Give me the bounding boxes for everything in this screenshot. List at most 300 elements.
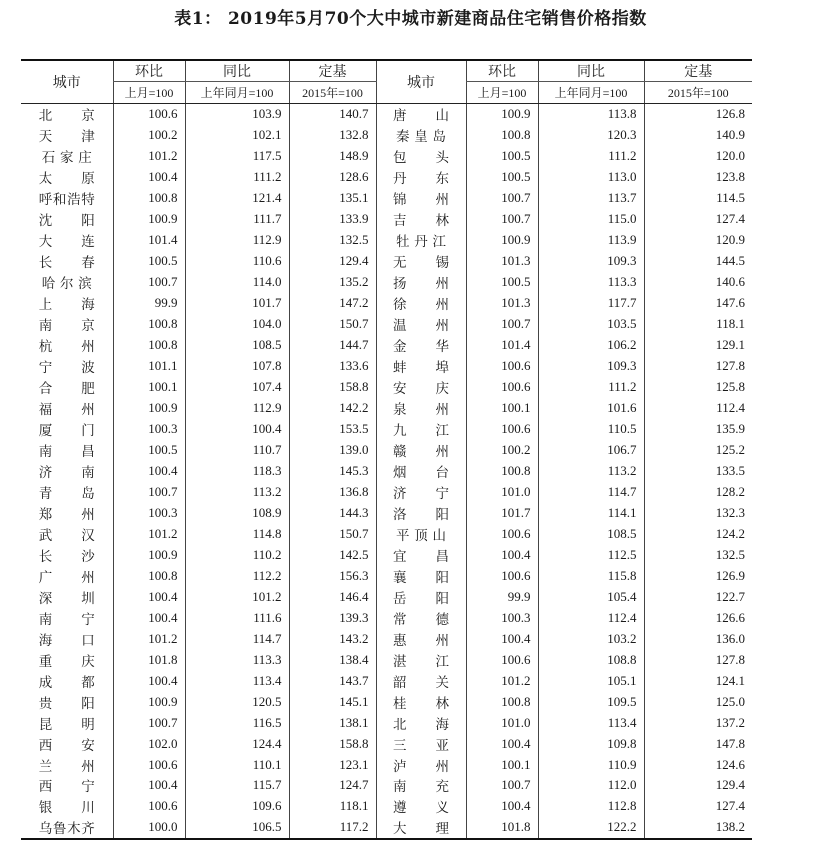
city-cell [21,754,113,775]
city-cell [376,356,466,377]
mom-value-cell: 100.7 [466,314,538,335]
city-cell [376,209,466,230]
city-cell [376,565,466,586]
table-row [21,502,752,523]
city-name: 西宁 [38,779,95,796]
city-cell [376,419,466,440]
base-value-cell: 148.9 [289,146,376,167]
yoy-value-cell: 112.2 [185,565,289,586]
city-cell [21,125,113,146]
base-value-cell: 143.7 [289,670,376,691]
city-name: 深圳 [38,590,95,607]
yoy-value-cell: 109.8 [538,733,644,754]
base-value-cell: 144.5 [644,251,752,272]
city-name: 吉林 [393,213,449,230]
yoy-value-cell: 108.5 [185,335,289,356]
table-row [21,125,752,146]
yoy-value-cell: 113.9 [538,230,644,251]
city-cell [21,523,113,544]
city-name: 韶关 [393,674,449,691]
base-value-cell: 136.0 [644,628,752,649]
base-value-cell: 139.3 [289,607,376,628]
city-name: 扬州 [393,276,449,293]
yoy-value-cell: 116.5 [185,712,289,733]
column-header-mom: 环比 [113,60,185,82]
column-subheader-base: 2015年=100 [289,82,376,104]
mom-value-cell: 100.7 [466,209,538,230]
table-row [21,104,752,125]
mom-value-cell: 100.8 [113,188,185,209]
city-cell [21,335,113,356]
city-name: 大连 [38,234,95,251]
city-name: 宁波 [38,360,95,377]
base-value-cell: 132.8 [289,125,376,146]
mom-value-cell: 100.2 [466,440,538,461]
yoy-value-cell: 110.9 [538,754,644,775]
city-cell [376,691,466,712]
base-value-cell: 137.2 [644,712,752,733]
mom-value-cell: 100.9 [466,230,538,251]
city-name: 丹东 [393,171,449,188]
yoy-value-cell: 103.5 [538,314,644,335]
city-cell [376,230,466,251]
base-value-cell: 139.0 [289,440,376,461]
table-row [21,335,752,356]
city-cell [21,586,113,607]
base-value-cell: 127.8 [644,356,752,377]
city-cell [21,817,113,839]
mom-value-cell: 100.6 [466,419,538,440]
column-subheader-yoy: 上年同月=100 [185,82,289,104]
base-value-cell: 135.1 [289,188,376,209]
yoy-value-cell: 108.9 [185,502,289,523]
table-row [21,188,752,209]
city-name: 海口 [38,632,95,649]
city-name: 宜昌 [393,548,449,565]
city-cell [21,691,113,712]
base-value-cell: 150.7 [289,314,376,335]
base-value-cell: 124.2 [644,523,752,544]
table-row [21,544,752,565]
city-name: 温州 [393,318,449,335]
city-name: 武汉 [38,527,95,544]
yoy-value-cell: 120.3 [538,125,644,146]
yoy-value-cell: 108.5 [538,523,644,544]
table-row [21,712,752,733]
city-cell [21,733,113,754]
city-name: 杭州 [38,339,95,356]
city-cell [376,146,466,167]
yoy-value-cell: 110.1 [185,754,289,775]
base-value-cell: 124.1 [644,670,752,691]
city-name: 贵阳 [38,695,95,712]
mom-value-cell: 100.7 [113,272,185,293]
base-value-cell: 133.9 [289,209,376,230]
table-row [21,314,752,335]
yoy-value-cell: 108.8 [538,649,644,670]
mom-value-cell: 101.2 [113,146,185,167]
city-name: 太原 [38,171,95,188]
table-row [21,796,752,817]
yoy-value-cell: 112.0 [538,775,644,796]
city-name: 昆明 [38,716,95,733]
city-name: 唐山 [393,108,449,125]
mom-value-cell: 100.6 [466,377,538,398]
column-header-city: 城市 [21,60,113,104]
city-cell [376,544,466,565]
yoy-value-cell: 118.3 [185,460,289,481]
city-name: 上海 [38,297,95,314]
city-cell [21,544,113,565]
base-value-cell: 147.6 [644,293,752,314]
table-row [21,440,752,461]
city-name: 重庆 [38,653,95,670]
mom-value-cell: 100.4 [466,628,538,649]
mom-value-cell: 100.8 [113,335,185,356]
header-row [21,60,752,82]
city-name: 包头 [393,150,449,167]
yoy-value-cell: 112.8 [538,796,644,817]
mom-value-cell: 100.5 [466,272,538,293]
table-row [21,607,752,628]
city-name: 襄阳 [393,569,449,586]
city-name: 成都 [38,674,95,691]
mom-value-cell: 100.6 [113,796,185,817]
city-name: 遵义 [393,800,449,817]
base-value-cell: 158.8 [289,733,376,754]
city-name: 北海 [393,716,449,733]
yoy-value-cell: 111.2 [185,167,289,188]
mom-value-cell: 100.9 [113,544,185,565]
city-cell [376,398,466,419]
mom-value-cell: 101.4 [466,335,538,356]
yoy-value-cell: 114.0 [185,272,289,293]
city-name: 南宁 [38,611,95,628]
mom-value-cell: 100.9 [113,209,185,230]
city-cell [376,502,466,523]
base-value-cell: 140.9 [644,125,752,146]
base-value-cell: 118.1 [644,314,752,335]
city-cell [376,377,466,398]
city-cell [376,314,466,335]
yoy-value-cell: 110.5 [538,419,644,440]
table-row [21,775,752,796]
city-cell [21,796,113,817]
mom-value-cell: 100.7 [466,775,538,796]
mom-value-cell: 100.6 [466,356,538,377]
yoy-value-cell: 112.9 [185,230,289,251]
city-cell [21,188,113,209]
city-name: 徐州 [393,297,449,314]
city-name: 长春 [38,255,95,272]
mom-value-cell: 100.8 [466,691,538,712]
yoy-value-cell: 114.7 [185,628,289,649]
yoy-value-cell: 106.7 [538,440,644,461]
city-cell [376,104,466,125]
table-row [21,754,752,775]
yoy-value-cell: 113.8 [538,104,644,125]
mom-value-cell: 100.4 [113,670,185,691]
base-value-cell: 150.7 [289,523,376,544]
city-name: 桂林 [393,695,449,712]
table-row [21,272,752,293]
base-value-cell: 156.3 [289,565,376,586]
mom-value-cell: 100.4 [113,167,185,188]
yoy-value-cell: 114.8 [185,523,289,544]
table-row [21,733,752,754]
city-name: 乌鲁木齐 [38,821,95,838]
yoy-value-cell: 112.9 [185,398,289,419]
column-subheader-mom: 上月=100 [113,82,185,104]
city-cell [376,125,466,146]
yoy-value-cell: 102.1 [185,125,289,146]
mom-value-cell: 100.2 [113,125,185,146]
yoy-value-cell: 104.0 [185,314,289,335]
city-name: 兰州 [38,758,95,775]
table-row [21,628,752,649]
table-title: 表1： 2019年5月70个大中城市新建商品住宅销售价格指数 [174,9,647,29]
city-name: 秦皇岛 [396,129,446,146]
base-value-cell: 114.5 [644,188,752,209]
base-value-cell: 140.7 [289,104,376,125]
city-name: 平顶山 [396,527,446,544]
base-value-cell: 138.1 [289,712,376,733]
yoy-value-cell: 106.5 [185,817,289,839]
yoy-value-cell: 112.5 [538,544,644,565]
city-name: 蚌埠 [393,360,449,377]
base-value-cell: 136.8 [289,481,376,502]
yoy-value-cell: 122.2 [538,817,644,839]
yoy-value-cell: 110.6 [185,251,289,272]
base-value-cell: 124.7 [289,775,376,796]
city-name: 西安 [38,737,95,754]
base-value-cell: 153.5 [289,419,376,440]
mom-value-cell: 100.6 [113,754,185,775]
mom-value-cell: 100.8 [113,565,185,586]
yoy-value-cell: 113.0 [538,167,644,188]
base-value-cell: 147.2 [289,293,376,314]
table-row [21,481,752,502]
base-value-cell: 127.8 [644,649,752,670]
base-value-cell: 128.6 [289,167,376,188]
city-cell [21,230,113,251]
city-cell [21,209,113,230]
yoy-value-cell: 113.2 [538,460,644,481]
yoy-value-cell: 111.7 [185,209,289,230]
city-cell [376,712,466,733]
table-row [21,586,752,607]
yoy-value-cell: 113.3 [185,649,289,670]
city-name: 牡丹江 [396,234,446,251]
mom-value-cell: 101.7 [466,502,538,523]
column-header-yoy-right: 同比 [538,60,644,82]
base-value-cell: 133.5 [644,460,752,481]
column-subheader-base-right: 2015年=100 [644,82,752,104]
city-name: 南充 [393,779,449,796]
base-value-cell: 129.1 [644,335,752,356]
table-row [21,251,752,272]
table-row [21,398,752,419]
city-cell [21,104,113,125]
city-cell [21,146,113,167]
mom-value-cell: 100.9 [466,104,538,125]
mom-value-cell: 100.4 [113,586,185,607]
city-cell [376,481,466,502]
city-cell [21,314,113,335]
mom-value-cell: 100.9 [113,691,185,712]
city-cell [21,460,113,481]
yoy-value-cell: 111.2 [538,146,644,167]
city-cell [376,523,466,544]
mom-value-cell: 102.0 [113,733,185,754]
base-value-cell: 140.6 [644,272,752,293]
city-cell [21,272,113,293]
yoy-value-cell: 114.1 [538,502,644,523]
mom-value-cell: 99.9 [466,586,538,607]
base-value-cell: 132.5 [289,230,376,251]
city-name: 石家庄 [41,150,92,167]
city-cell [376,817,466,839]
base-value-cell: 125.8 [644,377,752,398]
price-index-table [21,59,752,840]
city-cell [21,167,113,188]
city-cell [376,796,466,817]
yoy-value-cell: 110.7 [185,440,289,461]
city-name: 洛阳 [393,506,449,523]
city-name: 郑州 [38,506,95,523]
city-cell [21,607,113,628]
mom-value-cell: 100.8 [466,460,538,481]
city-name: 天津 [38,129,95,146]
mom-value-cell: 100.8 [466,125,538,146]
column-header-mom-right: 环比 [466,60,538,82]
mom-value-cell: 100.5 [113,251,185,272]
mom-value-cell: 101.8 [113,649,185,670]
mom-value-cell: 100.4 [113,775,185,796]
table-row [21,565,752,586]
base-value-cell: 146.4 [289,586,376,607]
yoy-value-cell: 109.3 [538,251,644,272]
city-cell [376,607,466,628]
base-value-cell: 125.0 [644,691,752,712]
city-cell [21,775,113,796]
base-value-cell: 120.0 [644,146,752,167]
column-header-base-right: 定基 [644,60,752,82]
base-value-cell: 128.2 [644,481,752,502]
column-subheader-mom-right: 上月=100 [466,82,538,104]
mom-value-cell: 99.9 [113,293,185,314]
city-cell [376,188,466,209]
yoy-value-cell: 105.1 [538,670,644,691]
base-value-cell: 123.1 [289,754,376,775]
column-header-city-right: 城市 [376,60,466,104]
base-value-cell: 138.2 [644,817,752,839]
city-name: 哈尔滨 [41,276,92,293]
city-name: 赣州 [393,443,449,460]
city-name: 无锡 [393,255,449,272]
yoy-value-cell: 113.4 [185,670,289,691]
city-cell [21,649,113,670]
city-name: 湛江 [393,653,449,670]
base-value-cell: 147.8 [644,733,752,754]
base-value-cell: 126.6 [644,607,752,628]
city-name: 银川 [38,800,95,817]
city-cell [21,398,113,419]
yoy-value-cell: 113.2 [185,481,289,502]
city-name: 广州 [38,569,95,586]
city-cell [21,628,113,649]
table-row [21,293,752,314]
mom-value-cell: 101.2 [113,523,185,544]
mom-value-cell: 100.9 [113,398,185,419]
mom-value-cell: 100.6 [113,104,185,125]
table-row [21,523,752,544]
mom-value-cell: 100.4 [466,796,538,817]
mom-value-cell: 101.0 [466,712,538,733]
table-row [21,377,752,398]
city-cell [376,733,466,754]
city-cell [21,356,113,377]
table-row [21,419,752,440]
base-value-cell: 118.1 [289,796,376,817]
yoy-value-cell: 109.5 [538,691,644,712]
yoy-value-cell: 113.4 [538,712,644,733]
city-cell [376,670,466,691]
base-value-cell: 132.5 [644,544,752,565]
city-cell [21,712,113,733]
base-value-cell: 145.1 [289,691,376,712]
base-value-cell: 129.4 [644,775,752,796]
column-subheader-yoy-right: 上年同月=100 [538,82,644,104]
mom-value-cell: 100.4 [113,460,185,481]
table-row [21,649,752,670]
mom-value-cell: 100.6 [466,649,538,670]
city-cell [376,775,466,796]
city-name: 泸州 [393,758,449,775]
yoy-value-cell: 111.2 [538,377,644,398]
city-cell [376,628,466,649]
city-name: 泉州 [393,402,449,419]
city-name: 锦州 [393,192,449,209]
city-cell [21,481,113,502]
table-row [21,691,752,712]
base-value-cell: 142.5 [289,544,376,565]
base-value-cell: 126.9 [644,565,752,586]
yoy-value-cell: 103.2 [538,628,644,649]
city-cell [376,586,466,607]
base-value-cell: 158.8 [289,377,376,398]
yoy-value-cell: 106.2 [538,335,644,356]
yoy-value-cell: 101.7 [185,293,289,314]
base-value-cell: 143.2 [289,628,376,649]
mom-value-cell: 100.5 [466,167,538,188]
base-value-cell: 144.3 [289,502,376,523]
city-cell [21,670,113,691]
mom-value-cell: 100.1 [113,377,185,398]
table-row [21,356,752,377]
city-cell [21,377,113,398]
mom-value-cell: 101.0 [466,481,538,502]
city-cell [21,565,113,586]
mom-value-cell: 100.8 [113,314,185,335]
mom-value-cell: 101.4 [113,230,185,251]
yoy-value-cell: 117.7 [538,293,644,314]
yoy-value-cell: 109.3 [538,356,644,377]
mom-value-cell: 100.3 [466,607,538,628]
city-name: 济宁 [393,485,449,502]
table-row [21,230,752,251]
city-cell [21,251,113,272]
